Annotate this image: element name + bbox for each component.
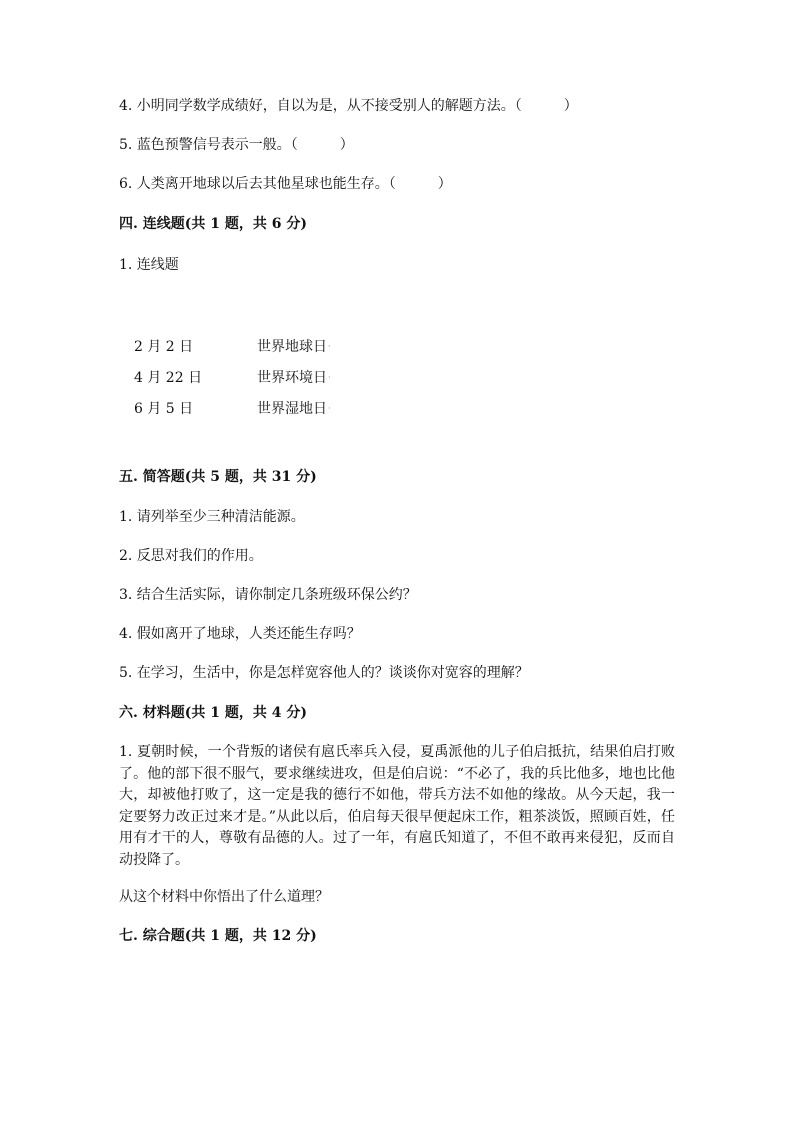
matching-right-item: 世界湿地日·: [257, 401, 331, 417]
connector-dot: ·: [328, 342, 331, 351]
judgment-item-4: 4. 小明同学数学成绩好，自以为是，从不接受别人的解题方法。（ ）: [119, 98, 578, 114]
judgment-item-5: 5. 蓝色预警信号表示一般。（ ）: [119, 137, 354, 153]
matching-right-item: 世界环境日·: [257, 370, 331, 386]
matching-left-item: 6 月 5 日: [134, 401, 194, 417]
matching-right-item: 世界地球日·: [257, 339, 331, 355]
short-answer-question-1: 1. 请列举至少三种清洁能源。: [119, 509, 305, 525]
section-6-heading: 六. 材料题(共 1 题，共 4 分): [119, 705, 307, 721]
matching-left-item: 2 月 2 日: [134, 339, 194, 355]
section-4-heading: 四. 连线题(共 1 题，共 6 分): [119, 216, 307, 232]
connector-dot: ·: [328, 404, 331, 413]
short-answer-question-3: 3. 结合生活实际，请你制定几条班级环保公约？: [119, 587, 417, 603]
material-question: 从这个材料中你悟出了什么道理？: [119, 889, 329, 905]
short-answer-question-5: 5. 在学习，生活中，你是怎样宽容他人的？谈谈你对宽容的理解？: [119, 665, 529, 681]
short-answer-question-4: 4. 假如离开了地球，人类还能生存吗？: [119, 626, 361, 642]
matching-question: 1. 连线题: [119, 257, 179, 273]
section-7-heading: 七. 综合题(共 1 题，共 12 分): [119, 928, 317, 944]
short-answer-question-2: 2. 反思对我们的作用。: [119, 548, 263, 564]
matching-left-item: 4 月 22 日: [134, 370, 203, 386]
judgment-item-6: 6. 人类离开地球以后去其他星球也能生存。（ ）: [119, 176, 452, 192]
connector-dot: ·: [328, 373, 331, 382]
section-5-heading: 五. 简答题(共 5 题，共 31 分): [119, 469, 317, 485]
material-passage: 1. 夏朝时候，一个背叛的诸侯有扈氏率兵入侵，夏禹派他的儿子伯启抵抗，结果伯启打败了。他的部下很不服气，要求继续进攻，但是伯启说：“不必了，我的兵比他多，地也比他大，却被他打败了，这一定是我的德行不如他，带兵方法不如他的缘故。从今天起，我一定要努力改正过来才是。”从此以后，伯启每天很早便起床工作，粗茶淡饭，照顾百姓，任用有才干的人，尊敬有品德的人。过了一年，有扈氏知道了，不但不敢再来侵犯，反而自动投降了。: [119, 744, 675, 868]
